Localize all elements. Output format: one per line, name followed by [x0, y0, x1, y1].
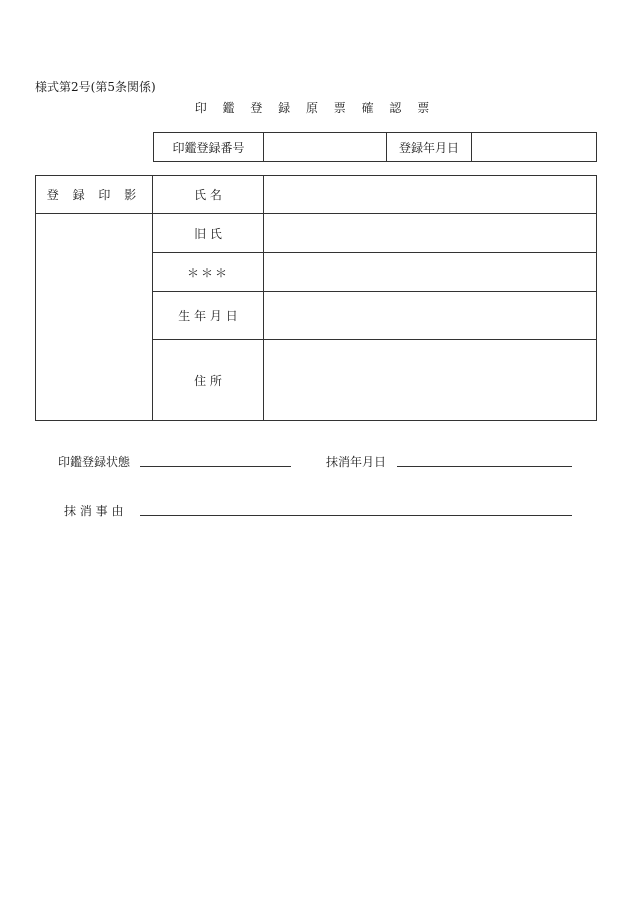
cancel-date-label: 抹消年月日	[326, 455, 387, 469]
address-field[interactable]	[264, 340, 597, 421]
name-field[interactable]	[264, 176, 597, 214]
masked-field[interactable]	[264, 253, 597, 292]
cancel-reason-line[interactable]	[140, 515, 572, 516]
former-name-label: 旧 氏	[153, 214, 264, 253]
seal-impression-area	[36, 214, 153, 421]
document-title: 印 鑑 登 録 原 票 確 認 票	[194, 101, 436, 115]
registration-header-table	[153, 132, 597, 162]
reg-date-label: 登録年月日	[387, 133, 472, 162]
cancel-date-line[interactable]	[397, 466, 572, 467]
form-id: 様式第2号(第5条関係)	[35, 80, 156, 94]
name-label: 氏 名	[153, 176, 264, 214]
seal-impression-label: 登 録 印 影	[36, 176, 153, 214]
address-label: 住 所	[153, 340, 264, 421]
masked-label: ＊＊＊	[153, 253, 264, 292]
birthdate-field[interactable]	[264, 292, 597, 340]
birthdate-label: 生 年 月 日	[153, 292, 264, 340]
former-name-field[interactable]	[264, 214, 597, 253]
status-line[interactable]	[140, 466, 291, 467]
reg-date-field[interactable]	[472, 133, 597, 162]
cancel-reason-label: 抹 消 事 由	[64, 504, 124, 518]
registrant-info-table	[35, 175, 597, 421]
reg-number-field[interactable]	[264, 133, 387, 162]
status-label: 印鑑登録状態	[58, 455, 131, 469]
reg-number-label: 印鑑登録番号	[154, 133, 264, 162]
